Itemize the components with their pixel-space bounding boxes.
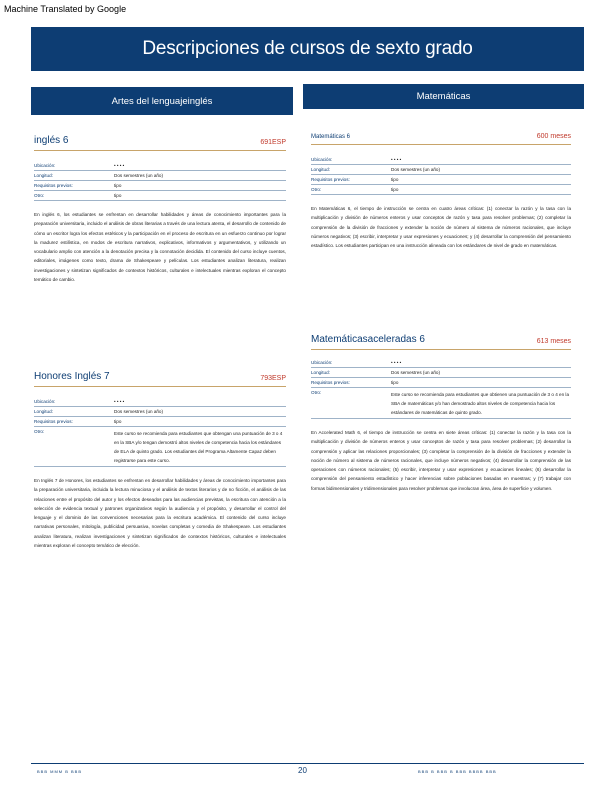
course-header (311, 133, 571, 145)
meta-value: tipo (391, 380, 399, 385)
meta-value: tipo (114, 193, 122, 198)
course-code: 793ESP (260, 375, 286, 382)
course-name: Matemáticasaceleradas 6 (311, 334, 425, 345)
course-description: En Matemáticas 6, el tiempo de instrucción se centra en cuatro áreas críticas: (1) conectar la razón y la tasa con la multiplicación y división de números enteros y usar conceptos de razón y tasa para resolver problemas; (2) completar la comprensión de la división de fracciones y extender la noción de número al sistema de números racionales, que incluye números negativos; (3) escribir, interpretar y usar expresiones y ecuaciones; y (4) desarrollar la comprensión del pensamiento estadístico. Los estudiantes participan en una instrucción alineada con los estándares de nivel de grado en matemáticas. (311, 206, 571, 249)
meta-value: tipo (114, 183, 122, 188)
course-honores-ingles-7 (34, 371, 286, 550)
meta-row-prereq (311, 175, 571, 185)
meta-label: Requisitos previos: (34, 419, 73, 424)
meta-label: Longitud: (311, 370, 330, 375)
meta-label: Requisitos previos: (311, 177, 350, 182)
meta-label: Otro: (34, 429, 45, 434)
column-header-ela: Artes del lenguajeinglés (31, 87, 293, 115)
course-meta (34, 161, 286, 201)
meta-label: Ubicación: (311, 360, 333, 365)
course-name: inglés 6 (34, 135, 69, 146)
meta-value: • • • • (114, 163, 125, 168)
course-name: Honores Inglés 7 (34, 371, 110, 382)
meta-row-other (311, 185, 571, 195)
course-header (34, 371, 286, 387)
meta-row-prereq (311, 378, 571, 388)
meta-row-length (34, 407, 286, 417)
course-meta (311, 155, 571, 195)
meta-row-other (34, 191, 286, 201)
meta-label: Longitud: (311, 167, 330, 172)
course-description: En Accelerated Math 6, el tiempo de instrucción se centra en siete áreas críticas: (1) conectar la razón y la tasa con la multiplicación y división de números enteros y usar conceptos de razón y tasa para resolver problemas; (2) desarrollar la comprensión y aplicar las relaciones proporcionales; (3) completar la comprensión de la división de fracciones y extender la noción de número al sistema de números racionales, que incluye números negativos; (4) desarrollar la comprensión de las operaciones con números racionales; (5) escribir, interpretar y usar expresiones y ecuaciones lineales; (6) desarrollar la comprensión del pensamiento estadístico y hacer inferencias sobre poblaciones basadas en muestras; y (7) trabajar con formas bidimensionales y tridimensionales para resolver problemas que involucran área, área de superficie y volumen. (311, 430, 571, 491)
meta-label: Ubicación: (34, 399, 56, 404)
meta-label: Otro: (34, 193, 45, 198)
meta-label: Ubicación: (311, 157, 333, 162)
meta-row-prereq (34, 181, 286, 191)
course-description: En Inglés 7 de Honores, los estudiantes se enfrentan en desarrollar habilidades y áreas de conocimiento importantes para la preparación universitaria, incluida la lectura minuciosa y el análisis de textos literarios y de no ficción, el análisis de las relaciones entre el propósito del autor y los efectos deseados para las audiencias previstas, la escritura con atención a la selección de evidencia textual y patrones organizativos según la audiencia y el propósito, y desarrollar el control del lenguaje y el dominio de las convenciones necesarias para la escritura académica. El contenido del curso incluye narrativas personales, mitología, publicidad persuasiva, novelas completas y comedia de Shakespeare. Los estudiantes analizan literatura, realizan investigaciones y sintetizan significados de contextos históricos, culturales e intelectuales mientras exploran el concepto temático de elección. (34, 478, 286, 549)
meta-row-other (34, 427, 286, 467)
course-name: Matemáticas 6 (311, 134, 351, 140)
meta-label: Longitud: (34, 409, 53, 414)
meta-value: Este curso se recomienda para estudiantes que obtienen una puntuación de 3 o 4 en la SBA de matemáticas y/o han demostrado altos niveles de competencia hacia los estándares de matemáticas de quinto grado. (391, 392, 570, 415)
page-number: 20 (298, 766, 307, 775)
footer-right-text: BBB B BBB B BBB BBBB BBB (418, 769, 497, 774)
course-code: 613 meses (536, 338, 571, 345)
meta-value: Dos semestres (un año) (114, 173, 164, 178)
course-description: En inglés 6, los estudiantes se enfrentan en desarrollar habilidades y áreas de conocimiento importantes para la preparación universitaria, incluido el análisis de obras literarias a través de una lectura atenta, el desarrollo de contenido de cómo un escritor logra los efectos estéticos y la participación en el proceso de escritura en un esfuerzo continuo por lograr la madurez estilística, en modos de escritura narrativos, explicativos, informativos y argumentativos, y utilizando un vocabulario amplio con atención a la denotación precisa y la connotación decidida. El contenido del curso incluye cuentos, editoriales, imágenes como texto, drama de Shakespeare y películas. Los estudiantes analizan literatura, realizan investigaciones y sintetizan significados de contextos históricos, culturales e intelectuales mientras exploran el concepto temático de cambio. (34, 212, 286, 283)
meta-row-length (311, 368, 571, 378)
course-code: 600 meses (536, 133, 571, 140)
meta-value: tipo (391, 177, 399, 182)
meta-row-location (34, 397, 286, 407)
footer-left-text: BBB MMM B BBB (37, 769, 83, 774)
meta-label: Otro: (311, 390, 322, 395)
course-code: 691ESP (260, 139, 286, 146)
meta-label: Otro: (311, 187, 322, 192)
machine-translated-label: Machine Translated by Google (4, 4, 127, 14)
course-meta (311, 358, 571, 419)
course-meta (34, 397, 286, 467)
meta-value: Dos semestres (un año) (391, 167, 441, 172)
meta-label: Longitud: (34, 173, 53, 178)
course-matematicas-aceleradas-6 (311, 334, 571, 493)
meta-value: tipo (114, 419, 122, 424)
course-header (311, 334, 571, 350)
course-header (34, 135, 286, 151)
meta-value: Dos semestres (un año) (391, 370, 441, 375)
meta-value: • • • • (391, 360, 402, 365)
course-ingles-6 (34, 135, 286, 284)
meta-value: • • • • (114, 399, 125, 404)
meta-label: Requisitos previos: (34, 183, 73, 188)
meta-value: Dos semestres (un año) (114, 409, 164, 414)
meta-value: tipo (391, 187, 399, 192)
course-matematicas-6 (311, 133, 571, 250)
meta-value: Este curso se recomienda para estudiantes que obtengan una puntuación de 3 o 4 en la SBA y/o tengan demostró altos niveles de competencia hacia los estándares de ELA de quinto grado. Los estudiantes del Programa Altamente Capaz deben registrarse para este curso. (114, 431, 283, 463)
meta-row-length (311, 165, 571, 175)
meta-value: • • • • (391, 157, 402, 162)
meta-row-prereq (34, 417, 286, 427)
footer-divider (31, 763, 584, 764)
page-title: Descripciones de cursos de sexto grado (31, 27, 584, 71)
meta-row-location (34, 161, 286, 171)
meta-row-location (311, 155, 571, 165)
meta-row-length (34, 171, 286, 181)
meta-row-location (311, 358, 571, 368)
meta-label: Ubicación: (34, 163, 56, 168)
meta-row-other (311, 388, 571, 419)
meta-label: Requisitos previos: (311, 380, 350, 385)
column-header-math: Matemáticas (303, 84, 584, 109)
